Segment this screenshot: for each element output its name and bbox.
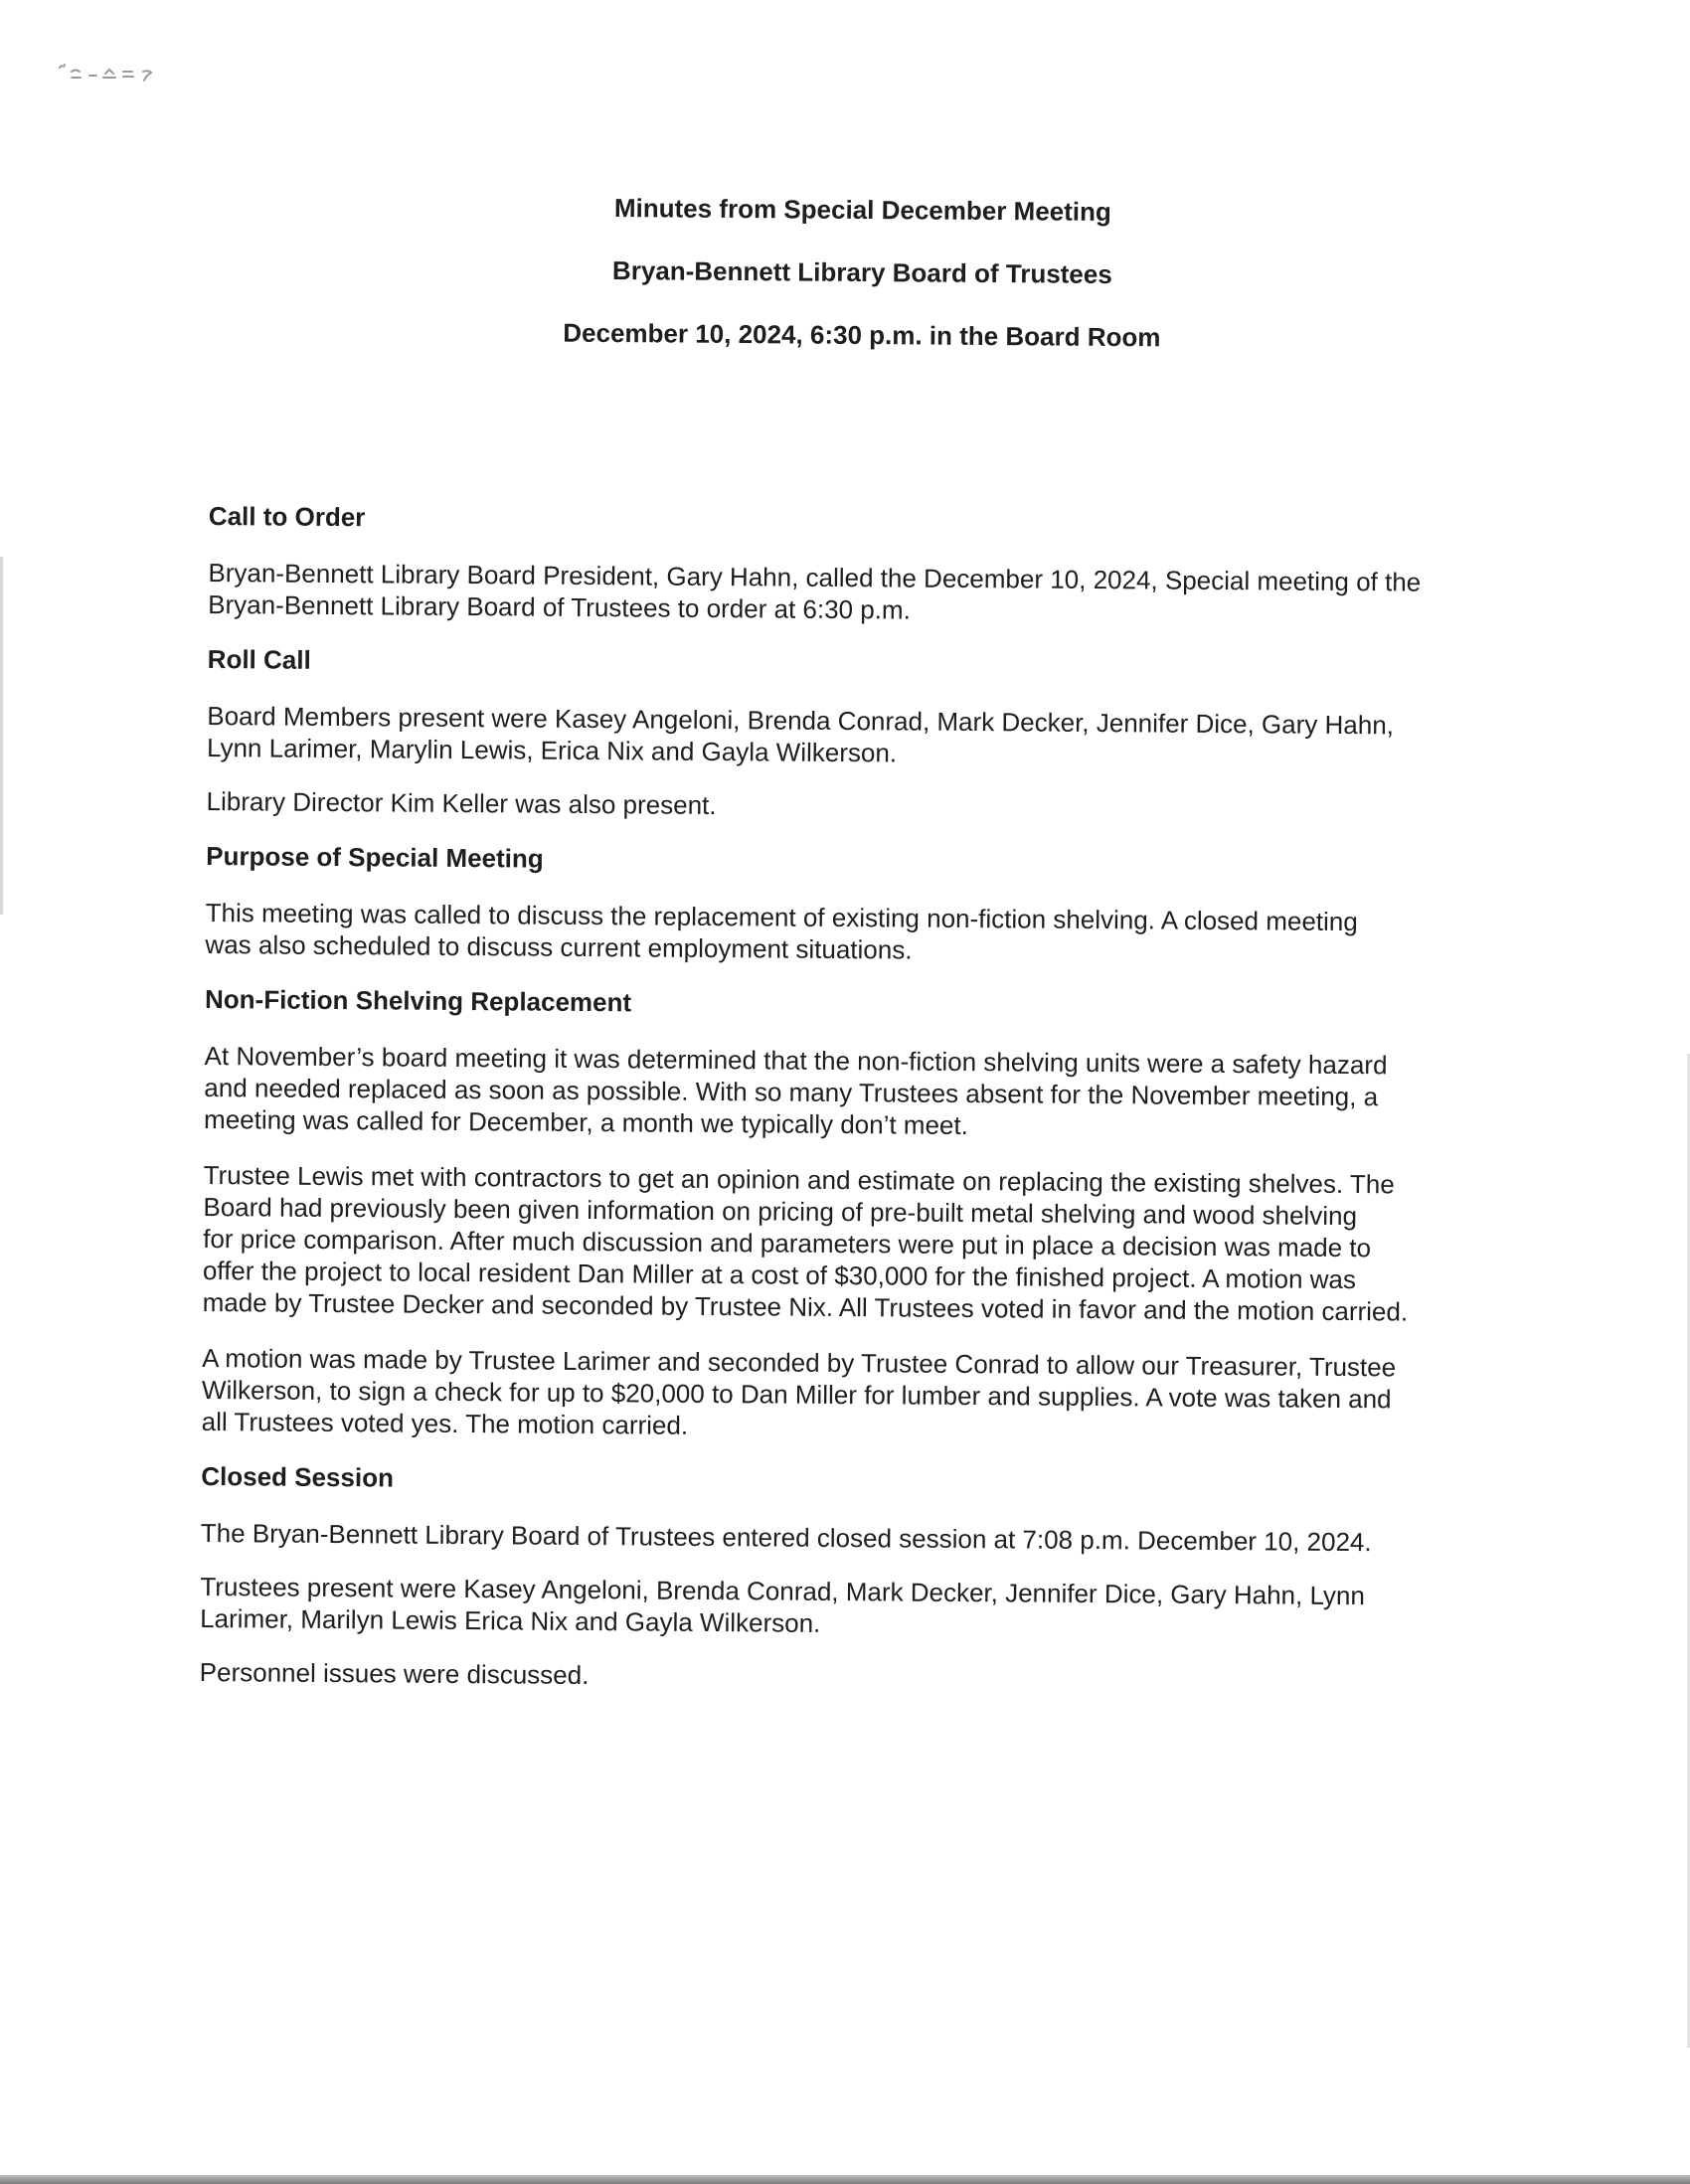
scan-artifact-mark	[58, 62, 177, 91]
heading-closed-session: Closed Session	[201, 1460, 395, 1493]
text-line: made by Trustee Decker and seconded by Trustee Nix. All Trustees voted in favor and the motion carried.	[202, 1286, 1409, 1327]
text-line: At November’s board meeting it was determined that the non-fiction shelving units were a safety hazard	[204, 1040, 1388, 1081]
minutes-body	[199, 501, 1501, 1722]
paragraph-shelving-check-motion	[202, 1342, 1495, 1447]
text-line: Larimer, Marilyn Lewis Erica Nix and Gayla Wilkerson.	[200, 1602, 821, 1638]
text-line: Wilkerson, to sign a check for up to $20,000 to Dan Miller for lumber and supplies. A vote was taken and	[201, 1374, 1392, 1415]
text-line: and needed replaced as soon as possible. With so many Trustees absent for the November meeting, a	[204, 1072, 1379, 1112]
text-line: was also scheduled to discuss current employment situations.	[205, 928, 913, 965]
text-line: Bryan-Bennett Library Board of Trustees to order at 6:30 p.m.	[208, 588, 911, 625]
document-title: Minutes from Special December Meeting	[613, 193, 1111, 227]
text-line: Library Director Kim Keller was also present.	[206, 785, 717, 821]
text-line: Board Members present were Kasey Angeloni, Brenda Conrad, Mark Decker, Jennifer Dice, Gary Hahn,	[207, 700, 1395, 741]
paragraph-director-present	[207, 785, 1499, 827]
document-subtitle-date: December 10, 2024, 6:30 p.m. in the Board Room	[563, 317, 1161, 353]
paragraph-call-to-order	[208, 557, 1500, 630]
text-line: meeting was called for December, a month we typically don’t meet.	[203, 1103, 969, 1141]
scan-bottom-edge-shadow	[0, 2175, 1690, 2184]
heading-call-to-order: Call to Order	[208, 501, 366, 533]
document-title-block	[0, 188, 1690, 390]
paragraph-board-members-present	[207, 700, 1499, 773]
scan-left-edge-shadow	[0, 557, 3, 915]
text-line: A motion was made by Trustee Larimer and seconded by Trustee Conrad to allow our Treasurer, Trustee	[202, 1342, 1397, 1383]
text-line: Bryan-Bennett Library Board President, Gary Hahn, called the December 10, 2024, Special meeting of the	[208, 557, 1422, 597]
paragraph-shelving-background	[204, 1040, 1497, 1145]
text-line: offer the project to local resident Dan Miller at a cost of $30,000 for the finished project. A motion was	[202, 1255, 1357, 1295]
text-line: all Trustees voted yes. The motion carried.	[201, 1406, 689, 1440]
heading-purpose-of-special-meeting: Purpose of Special Meeting	[206, 840, 544, 874]
text-line: Board had previously been given information on pricing of pre-built metal shelving and wood shelving	[203, 1191, 1358, 1232]
heading-roll-call: Roll Call	[207, 643, 311, 675]
text-line: Trustee Lewis met with contractors to get an opinion and estimate on replacing the existing shelves. The	[203, 1159, 1395, 1200]
text-line: Trustees present were Kasey Angeloni, Brenda Conrad, Mark Decker, Jennifer Dice, Gary Hahn, Lynn	[200, 1571, 1366, 1611]
text-line: Lynn Larimer, Marylin Lewis, Erica Nix and Gayla Wilkerson.	[206, 732, 898, 768]
text-line: Personnel issues were discussed.	[199, 1656, 590, 1691]
paragraph-closed-session-entered	[201, 1517, 1493, 1559]
paragraph-personnel-issues	[200, 1656, 1492, 1698]
paragraph-closed-session-trustees-present	[200, 1571, 1492, 1644]
paragraph-shelving-decision	[203, 1159, 1496, 1328]
text-line: for price comparison. After much discussion and parameters were put in place a decision was made to	[203, 1223, 1372, 1263]
document-subtitle-board: Bryan-Bennett Library Board of Trustees	[611, 255, 1112, 289]
text-line: This meeting was called to discuss the replacement of existing non-fiction shelving. A closed meeting	[205, 897, 1358, 937]
text-line: The Bryan-Bennett Library Board of Trustees entered closed session at 7:08 p.m. December 10, 2024.	[200, 1517, 1372, 1558]
heading-non-fiction-shelving-replacement: Non-Fiction Shelving Replacement	[204, 983, 632, 1018]
paragraph-purpose	[205, 897, 1497, 970]
